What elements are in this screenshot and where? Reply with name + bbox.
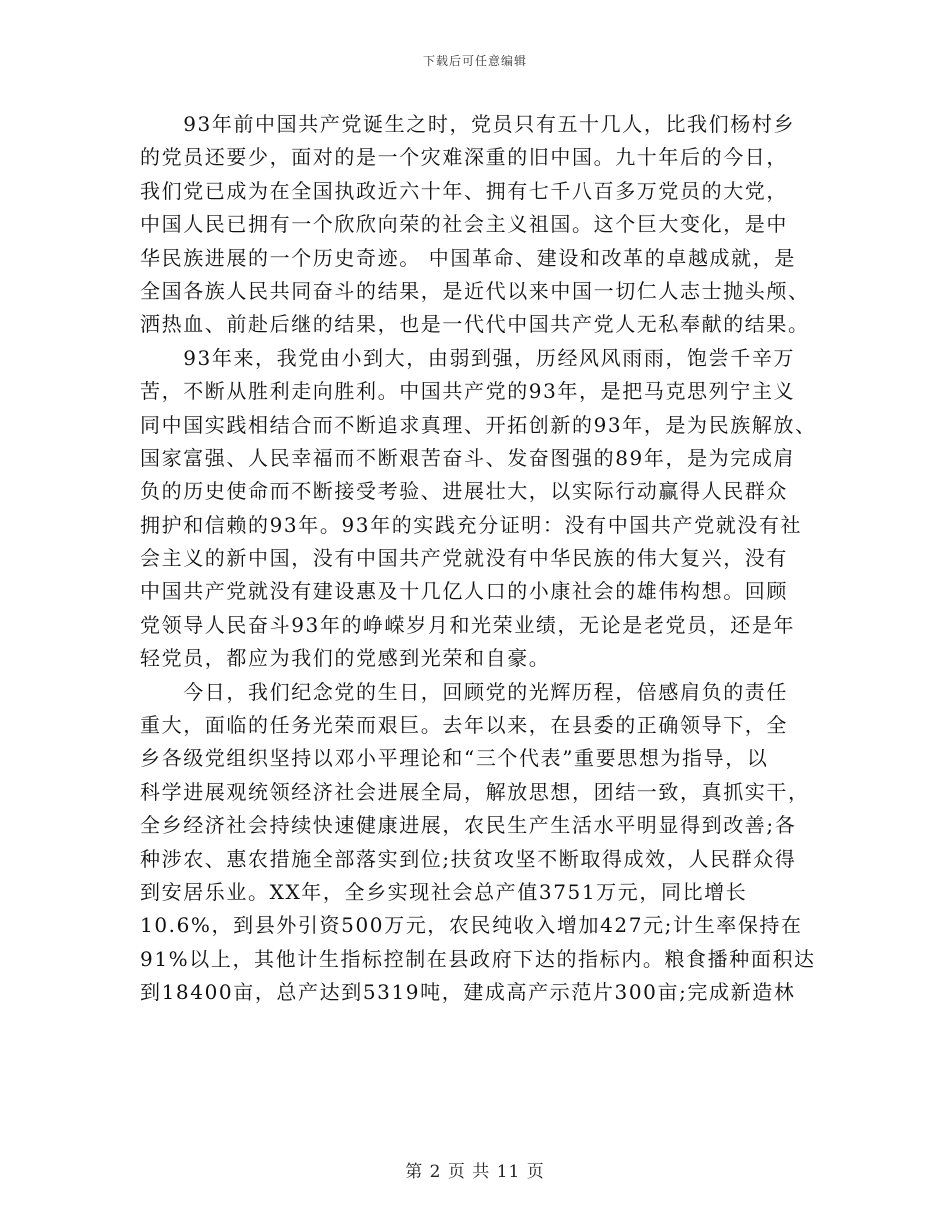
text-line: 洒热血、前赴后继的结果，也是一代代中国共产党人无私奉献的结果。 <box>140 312 810 337</box>
paragraph-2 <box>140 342 820 676</box>
text-line: 苦，不断从胜利走向胜利。中国共产党的93年，是把马克思列宁主义 <box>140 379 796 404</box>
text-line: 中国共产党就没有建设惠及十几亿人口的小康社会的雄伟构想。回顾 <box>140 579 788 604</box>
text-line: 会主义的新中国，没有中国共产党就没有中华民族的伟大复兴，没有 <box>140 546 788 571</box>
document-body <box>140 108 820 1010</box>
text-line: 科学进展观统领经济社会进展全局，解放思想，团结一致，真抓实干， <box>140 779 810 804</box>
page-footer: 第 2 页 共 11 页 <box>405 1162 545 1182</box>
paragraph-1 <box>140 108 820 342</box>
text-line: 到18400亩，总产达到5319吨，建成高产示范片300亩;完成新造林 <box>140 980 796 1005</box>
text-line: 国家富强、人民幸福而不断艰苦奋斗、发奋图强的89年，是为完成肩 <box>140 445 796 470</box>
text-line: 党领导人民奋斗93年的峥嵘岁月和光荣业绩，无论是老党员，还是年 <box>140 612 796 637</box>
text-line: 同中国实践相结合而不断追求真理、开拓创新的93年，是为民族解放、 <box>140 412 817 437</box>
text-line: 轻党员，都应为我们的党感到光荣和自豪。 <box>140 646 551 671</box>
text-line: 今日，我们纪念党的生日，回顾党的光辉历程，倍感肩负的责任 <box>140 679 788 704</box>
text-line: 重大，面临的任务光荣而艰巨。去年以来，在县委的正确领导下，全 <box>140 713 788 738</box>
text-line: 93年前中国共产党诞生之时，党员只有五十几人，比我们杨村乡 <box>140 112 796 136</box>
text-line: 华民族进展的一个历史奇迹。 中国革命、建设和改革的卓越成就，是 <box>140 245 796 270</box>
text-line: 全乡经济社会持续快速健康进展，农民生产生活水平明显得到改善;各 <box>140 813 797 838</box>
text-line: 负的历史使命而不断接受考验、进展壮大，以实际行动赢得人民群众 <box>140 479 788 504</box>
page-header: 下载后可任意编辑 <box>422 54 527 68</box>
text-line: 我们党已成为在全国执政近六十年、拥有七千八百多万党员的大党， <box>140 178 788 203</box>
text-line: 乡各级党组织坚持以邓小平理论和“三个代表”重要思想为指导，以 <box>140 746 769 771</box>
text-line: 10.6%，到县外引资500万元，农民纯收入增加427元;计生率保持在 <box>140 913 803 938</box>
text-line: 93年来，我党由小到大，由弱到强，历经风风雨雨，饱尝千辛万 <box>140 345 796 370</box>
text-line: 全国各族人民共同奋斗的结果，是近代以来中国一切仁人志士抛头颅、 <box>140 278 810 303</box>
paragraph-3 <box>140 676 820 1010</box>
text-line: 的党员还要少，面对的是一个灾难深重的旧中国。九十年后的今日， <box>140 145 788 170</box>
text-line: 到安居乐业。XX年，全乡实现社会总产值3751万元，同比增长 <box>140 879 748 904</box>
text-line: 91%以上，其他计生指标控制在县政府下达的指标内。粮食播种面积达 <box>140 946 816 971</box>
text-line: 中国人民已拥有一个欣欣向荣的社会主义祖国。这个巨大变化，是中 <box>140 212 788 237</box>
text-line: 种涉农、惠农措施全部落实到位;扶贫攻坚不断取得成效，人民群众得 <box>140 846 797 871</box>
text-line: 拥护和信赖的93年。93年的实践充分证明：没有中国共产党就没有社 <box>140 512 803 537</box>
